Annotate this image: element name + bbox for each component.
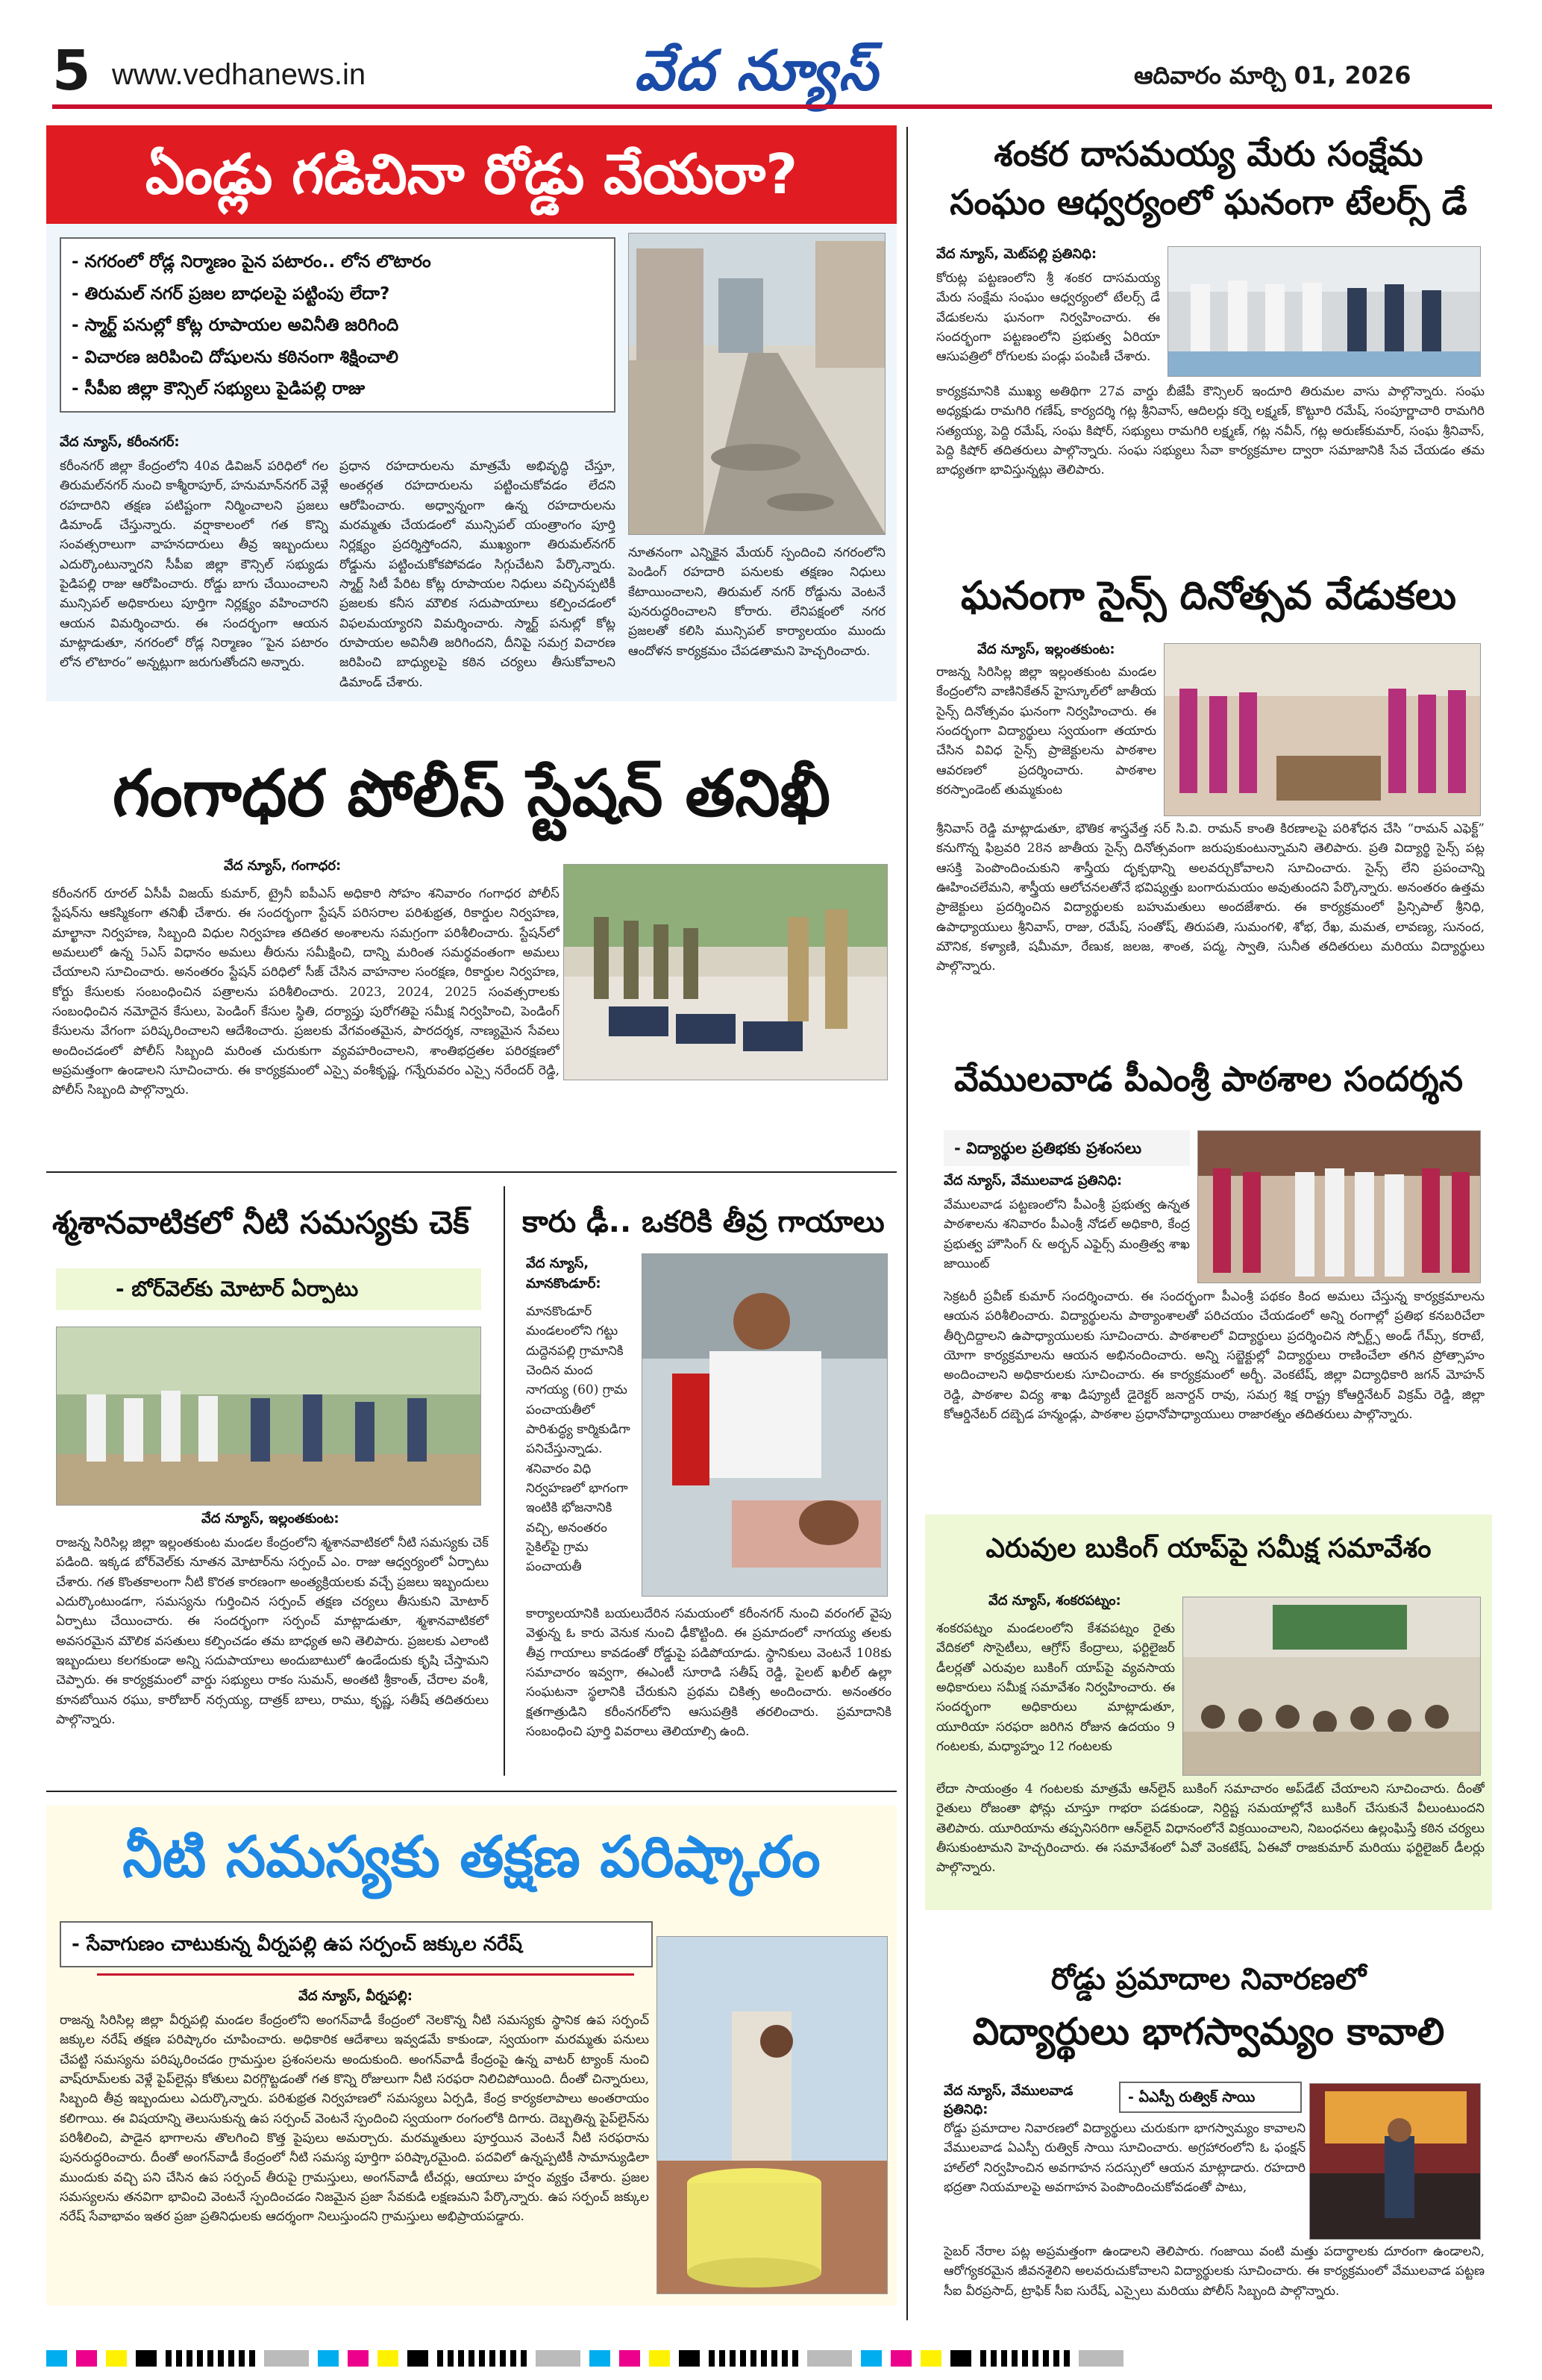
science-dateline: వేద న్యూస్, ఇల్లంతకుంట: — [977, 642, 1115, 657]
fertilizer-body-narrow: శంకరపట్నం మండలంలోని కేశవపట్నం రైతు వేదికలో సొసైటీలు, ఆగ్రోస్ కేంద్రాలు, ఫర్టిలైజర్ డీలర్లతో ఎరువుల బుకింగ్ యాప్‌పై వ్యవసాయ అధికారులు సమీక్ష సమావేశం నిర్వహించారు. ఈ సందర్భంగా అధికారులు మాట్లాడుతూ, యూరియా సరఫరా జరిగిన రోజున ఉదయం 9 గంటలకు, మధ్యాహ్నం 12 గంటలకు — [936, 1621, 1175, 1755]
registration-swatch — [861, 2350, 882, 2367]
print-registration-bar — [46, 2350, 1497, 2367]
registration-swatch — [950, 2350, 971, 2367]
pmshri-image — [1198, 1131, 1481, 1283]
lead-body-col1: కరీంనగర్ జిల్లా కేంద్రంలోని 40వ డివిజన్ పరిధిలో గల తిరుమల్‌నగర్ నుంచి కాశ్మీరాపూర్, హనుమాన్‌నగర్ వెళ్లే రహదారిని తక్షణ పటిష్టంగా నిర్మించాలని ప్రజలు డిమాండ్ చేస్తున్నారు. వర్షాకాలంలో గత కొన్ని సంవత్సరాలుగా వాహనదారులు తీవ్ర ఇబ్బందులు ఎదుర్కొంటున్నారని సీపీఐ జిల్లా కౌన్సిల్ సభ్యుడు పైడిపల్లి రాజు ఆరోపించారు. రోడ్డు బాగు చేయించాలని మున్సిపల్ అధికారులు పూర్తిగా నిర్లక్ష్యం వహించారని ఆయన విమర్శించారు. ఈ సందర్భంగా ఆయన మాట్లాడుతూ, నగరంలో రోడ్ల నిర్మాణం “పైన పటారం లోన లొటారం” అన్నట్లుగా జరుగుతోందని అన్నారు. — [60, 459, 328, 671]
police-dateline: వేద న్యూస్, గంగాధర: — [224, 858, 342, 874]
section-divider — [46, 1171, 897, 1173]
cemetery-image — [57, 1327, 481, 1506]
road-photo-image — [629, 234, 886, 535]
column-divider — [906, 127, 908, 2320]
police-body: కరీంనగర్ రూరల్ ఏసీపీ విజయ్ కుమార్, ట్రైనీ ఐపీఎస్ అధికారి సోహం శనివారం గంగాధర పోలీస్ స్టేషన్‌ను ఆకస్మికంగా తనిఖీ చేశారు. ఈ సందర్భంగా స్టేషన్ పరిసరాల పరిశుభ్రత, రికార్డుల నిర్వహణ, మాల్ఖానా నిర్వహణ, సిబ్బంది విధుల నిర్వహణ తదితర అంశాలను సమగ్రంగా పరిశీలించారు. స్టేషన్‌లో అమలులో ఉన్న 5ఎస్ విధానం అమలు తీరును సమీక్షించి, దాన్ని మరింత సమర్థవంతంగా అమలు చేయాలని సూచించారు. అనంతరం స్టేషన్ పరిధిలో సీజ్ చేసిన వాహనాల సంరక్షణ, రికార్డుల నిర్వహణ, కోర్టు కేసులకు సంబంధించిన పత్రాలను పరిశీలించారు. 2023, 2024, 2025 సంవత్సరాలకు సంబంధించిన నమోదైన కేసులు, పెండింగ్ కేసుల స్థితి, దర్యాప్తు పురోగతిపై సమీక్ష నిర్వహించి, పెండింగ్ కేసులను వేగంగా పరిష్కరించాలని ఆదేశించారు. ప్రజలకు వేగవంతమైన, పారదర్శక, నాణ్యమైన సేవలు అందించడంలో పోలీస్ సిబ్బంది మరింత చురుకుగా వ్యవహరించాలని, శాంతిభద్రతల పరిరక్షణలో అప్రమత్తంగా ఉండాలని సూచించారు. ఈ కార్యక్రమంలో ఎస్సై వంశీకృష్ణ, గన్నేరువరం ఎస్సై నరేందర్ రెడ్డి, పోలీస్ సిబ్బంది పాల్గొన్నారు. — [52, 886, 560, 1098]
pmshri-photo — [1197, 1130, 1481, 1283]
lead-headline-banner — [46, 125, 897, 224]
pmshri-subhead: - విద్యార్థుల ప్రతిభకు ప్రశంసలు — [954, 1139, 1142, 1157]
students-subhead-strip — [1119, 2082, 1302, 2113]
cemetery-subhead: - బోర్‌వెల్‌కు మోటార్ ఏర్పాటు — [116, 1277, 359, 1301]
lead-bullet: - నగరంలో రోడ్ల నిర్మాణం పైన పటారం.. లోన లొటారం — [72, 252, 431, 272]
water-body: రాజన్న సిరిసిల్ల జిల్లా వీర్నపల్లి మండల కేంద్రంలోని అంగన్‌వాడీ కేంద్రంలో నెలకొన్న నీటి సమస్యకు స్థానిక ఉప సర్పంచ్ జక్కుల నరేష్ తక్షణ పరిష్కారం చూపించారు. అధికారిక ఆదేశాలు ఇవ్వడమే కాకుండా, స్వయంగా మరమ్మతు పనులు చేపట్టి సమస్యను పరిష్కరించడం గ్రామస్తుల ప్రశంసలను అందుకుంది. అంగన్‌వాడీ కేంద్రంపై ఉన్న వాటర్ ట్యాంక్ నుంచి వాష్‌రూమ్‌లకు వెళ్లే పైప్‌లైన్లు కోతులు విరగ్గొట్టడంతో గత కొన్ని రోజులుగా నీటి సరఫరా నిలిచిపోయింది. దీంతో చిన్నారులు, సిబ్బంది తీవ్ర ఇబ్బందులు ఎదుర్కొన్నారు. పరిశుభ్రత నిర్వహణలో సమస్యలు ఏర్పడి, కేంద్ర కార్యకలాపాలు అంతరాయం కలిగాయి. ఈ విషయాన్ని తెలుసుకున్న ఉప సర్పంచ్ వెంటనే స్పందించి స్వయంగా రంగంలోకి దిగారు. దెబ్బతిన్న పైప్‌లైన్‌ను పరిశీలించి, పాడైన భాగాలను తొలగించి కొత్త పైపులు అమర్చారు. మరమ్మతులు పూర్తయిన వెంటనే నీటి సరఫరాను పునరుద్ధరించారు. దీంతో అంగన్‌వాడీ కేంద్రంలో నీటి సమస్య పూర్తిగా పరిష్కారమైంది. పదవిలో ఉన్నప్పటికీ సామాన్యుడిలా ముందుకు వచ్చి పని చేసిన ఉప సర్పంచ్ తీరుపై గ్రామస్తులు, అంగన్‌వాడీ టీచర్లు, ఆయాలు హర్షం వ్యక్తం చేశారు. ప్రజల సమస్యలను తనవిగా భావించి వెంటనే స్పందించడం నిజమైన ప్రజా సేవకుడి లక్షణమని పేర్కొన్నారు. ఉప సర్పంచ్ జక్కుల నరేష్ సేవాభావం ఇతర ప్రజా ప్రతినిధులకు ఆదర్శంగా నిలుస్తుందని గ్రామస్తులు అభిప్రాయపడ్డారు. — [60, 2013, 649, 2225]
police-headline: గంగాధర పోలీస్ స్టేషన్ తనిఖీ — [112, 757, 831, 831]
students-headline-line1: రోడ్డు ప్రమాదాల నివారణలో — [1050, 1962, 1367, 1997]
fertilizer-photo — [1182, 1597, 1481, 1776]
registration-swatch — [318, 2350, 339, 2367]
fertilizer-image — [1183, 1597, 1481, 1776]
registration-swatch — [807, 2350, 852, 2367]
accident-photo — [642, 1253, 888, 1597]
lead-bullet-box — [60, 237, 615, 413]
lead-bullet: - సీపీఐ జిల్లా కౌన్సిల్ సభ్యులు పైడిపల్లి రాజు — [72, 379, 366, 399]
section-divider — [46, 1791, 897, 1792]
cemetery-body: రాజన్న సిరిసిల్ల జిల్లా ఇల్లంతకుంట మండల కేంద్రంలోని శ్మశానవాటికలో నీటి సమస్యకు చెక్ పడింది. ఇక్కడ బోర్‌వెల్‌కు నూతన మోటార్‌ను సర్పంచ్ ఎం. రాజు ఆధ్వర్యంలో ఏర్పాటు చేశారు. గత కొంతకాలంగా నీటి కొరత కారణంగా అంత్యక్రియలకు వచ్చే ప్రజలు ఇబ్బందులు ఎదుర్కొంటుండగా, సమస్యను గుర్తించిన సర్పంచ్ తక్షణ చర్యలు తీసుకుని మోటార్ ఏర్పాటు చేయించారు. ఈ సందర్భంగా సర్పంచ్ మాట్లాడుతూ, శ్మశానవాటికలో అవసరమైన మౌలిక వసతులు కల్పించడం తమ బాధ్యత అని తెలిపారు. ప్రజలకు ఎలాంటి ఇబ్బందులు కలగకుండా అన్ని సదుపాయాలు అందుబాటులో ఉండేందుకు కృషి చేస్తామని చెప్పారు. ఈ కార్యక్రమంలో వార్డు సభ్యులు రాకం సుమన్, అంతటి శ్రీకాంత్, చేరాల వంశీ, కూనబోయిన రఘు, కారోబార్ నర్సయ్య, దాత్రక్ బాలు, రాము, కృష్ణ, సతీష్ తదితరులు పాల్గొన్నారు. — [56, 1535, 489, 1728]
registration-swatch — [980, 2350, 1070, 2367]
water-subhead-box — [60, 1921, 653, 1967]
water-subhead: - సేవాగుణం చాటుకున్న వీర్నపల్లి ఉప సర్పంచ్ జక్కుల నరేష్ — [72, 1933, 522, 1955]
road-photo — [628, 233, 886, 535]
registration-swatch — [264, 2350, 309, 2367]
lead-body-col2: ప్రధాన రహదారులను మాత్రమే అభివృద్ధి చేస్తూ, అంతర్గత రహదారులను పట్టించుకోవడం లేదని ఆరోపించారు. అధ్వాన్నంగా ఉన్న రహదారులను మరమ్మతు చేయడంలో మున్సిపల్ యంత్రాంగం పూర్తి నిర్లక్ష్యం ప్రదర్శిస్తోందని, ముఖ్యంగా తిరుమల్‌నగర్ రోడ్డును పట్టించుకోకపోవడం సిగ్గుచేటని పేర్కొన్నారు. స్మార్ట్ సిటీ పేరిట కోట్ల రూపాయల నిధులు వచ్చినప్పటికీ ప్రజలకు కనీస మౌలిక సదుపాయాలు కల్పించడంలో విఫలమయ్యారని విమర్శించారు. స్మార్ట్ పనుల్లో కోట్ల రూపాయల అవినీతి జరిగిందని, దీనిపై సమగ్ర విచారణ జరిపించి బాధ్యులపై కఠిన చర్యలు తీసుకోవాలని డిమాండ్ చేశారు. — [339, 459, 615, 690]
lead-bullet: - తిరుమల్ నగర్ ప్రజల బాధలపై పట్టింపు లేదా? — [72, 284, 390, 304]
lead-body-col3: నూతనంగా ఎన్నికైన మేయర్ స్పందించి నగరంలోని పెండింగ్ రహదారి పనులకు తక్షణం నిధులు కేటాయించాలని, తిరుమల్ నగర్ రోడ్డును వెంటనే పునరుద్ధరించాలని కోరారు. లేనిపక్షంలో నగర ప్రజలతో కలిసి మున్సిపల్ కార్యాలయం ముందు ఆందోళన కార్యక్రమం చేపడతామని హెచ్చరించారు. — [628, 545, 886, 659]
registration-swatch — [407, 2350, 428, 2367]
registration-swatch — [709, 2350, 798, 2367]
tailors-body-wide: కార్యక్రమానికి ముఖ్య అతిథిగా 27వ వార్డు బీజేపీ కౌన్సిలర్ ఇందూరి తిరుమల వాసు పాల్గొన్నారు. సంఘ అధ్యక్షుడు రామగిరి గణేష్, కార్యదర్శి గట్ల శ్రీనివాస్, ఆదిలర్లు కర్నె లక్ష్మణ్, కొట్టూరి రమేష్, సంపూర్ణాచారి రామగిరి సత్యయ్య, పెద్ది రమేష్, సంఘ కిషోర్, సభ్యులు రామగిరి లక్ష్మణ్, గట్ల నవీన్, గట్ల అరుణ్‌కుమార్, సంఘ శ్రీనివాస్, పెద్ది కిషోర్ తదితరులు పాల్గొన్నారు. సంఘ సభ్యులు సేవా కార్యక్రమాల ద్వారా సమాజానికి సేవ చేయడం తమ బాధ్యతగా భావిస్తున్నట్లు తెలిపారు. — [936, 384, 1485, 478]
students-image — [1310, 2084, 1481, 2240]
water-image — [657, 1937, 888, 2294]
lead-bullet: - స్మార్ట్ పనుల్లో కోట్ల రూపాయల అవినీతి జరిగింది — [72, 316, 399, 336]
masthead-rule — [52, 104, 1492, 109]
students-subhead: - ఏఎస్పీ రుత్విక్ సాయి — [1128, 2089, 1256, 2105]
registration-swatch — [377, 2350, 398, 2367]
registration-swatch — [891, 2350, 912, 2367]
issue-date: ఆదివారం మార్చి 01, 2026 — [1134, 61, 1411, 90]
cemetery-headline: శ్మశానవాటికలో నీటి సమస్యకు చెక్ — [52, 1204, 470, 1241]
registration-swatch — [679, 2350, 700, 2367]
students-body-wide: సైబర్ నేరాల పట్ల అప్రమత్తంగా ఉండాలని తెలిపారు. గంజాయి వంటి మత్తు పదార్థాలకు దూరంగా ఉండాలని, ఆరోగ్యకరమైన జీవనశైలిని అలవరుచుకోవాలని విద్యార్థులకు సూచించారు. ఈ కార్యక్రమంలో వేములవాడ పట్టణ సీఐ వీరప్రసాద్, ట్రాఫిక్ సీఐ సురేష్, ఎస్సైలు మరియు పోలీస్ సిబ్బంది పాల్గొన్నారు. — [944, 2244, 1485, 2299]
registration-swatch — [1079, 2350, 1123, 2367]
fertilizer-headline: ఎరువుల బుకింగ్ యాప్‌పై సమీక్ష సమావేశం — [985, 1533, 1432, 1564]
registration-swatch — [46, 2350, 67, 2367]
science-image — [1165, 644, 1481, 816]
website-url[interactable]: www.vedhanews.in — [112, 58, 366, 91]
registration-swatch — [106, 2350, 127, 2367]
tailors-body-narrow: కోరుట్ల పట్టణంలోని శ్రీ శంకర దాసమయ్య మేరు సంక్షేమ సంఘం ఆధ్వర్యంలో టేలర్స్ డే వేడుకలను ఘనంగా నిర్వహించారు. ఈ సందర్భంగా పట్టణంలోని ప్రభుత్వ ఏరియా ఆసుపత్రిలో రోగులకు పండ్లు పంపిణీ చేశారు. — [936, 271, 1160, 365]
lead-bullet: - విచారణ జరిపించి దోషులను కఠినంగా శిక్షించాలి — [72, 347, 398, 367]
tailors-image — [1168, 247, 1481, 377]
fertilizer-body-wide: లేదా సాయంత్రం 4 గంటలకు మాత్రమే ఆన్‌లైన్ బుకింగ్ సమాచారం అప్‌డేట్ చేయాలని సూచించారు. దీంతో రైతులు రోజంతా ఫోన్లు చూస్తూ గాభరా పడకుండా, నిర్దిష్ట సమయాల్లోనే బుకింగ్ చేసుకునే వీలుంటుందని తెలిపారు. యూరియాను తప్పనిసరిగా ఆన్‌లైన్ విధానంలోనే విక్రయించాలని, నిబంధనలు ఉల్లంఘిస్తే కఠిన చర్యలు తీసుకుంటామని హెచ్చరించారు. ఈ సమావేశంలో ఏవో వెంకటేష్, ఏఈవో రాజకుమార్ మరియు ఫర్టిలైజర్ డీలర్లు పాల్గొన్నారు. — [936, 1782, 1485, 1876]
registration-swatch — [166, 2350, 255, 2367]
page-number: 5 — [52, 39, 91, 103]
cemetery-dateline: వేద న్యూస్, ఇల్లంతకుంట: — [201, 1511, 339, 1526]
water-subhead-underline — [97, 1973, 634, 1976]
tailors-dateline: వేద న్యూస్, మెట్‌పల్లి ప్రతినిధి: — [936, 246, 1097, 262]
cemetery-photo — [56, 1327, 481, 1506]
tailors-headline-line1: శంకర దాసమయ్య మేరు సంక్షేమ — [994, 134, 1423, 174]
accident-dateline: వేద న్యూస్, మానకొండూర్: — [526, 1256, 601, 1291]
pmshri-dateline: వేద న్యూస్, వేములవాడ ప్రతినిధి: — [944, 1173, 1123, 1189]
newspaper-title: వేద న్యూస్ — [634, 39, 879, 103]
registration-swatch — [921, 2350, 941, 2367]
accident-body-wide: కార్యాలయానికి బయలుదేరిన సమయంలో కరీంనగర్ నుంచి వరంగల్ వైపు వెళ్తున్న ఓ కారు వెనుక నుంచి ఢీకొట్టింది. ఈ ప్రమాదంలో నాగయ్య తలకు తీవ్ర గాయాలు కావడంతో రోడ్డుపై పడిపోయాడు. స్థానికులు వెంటనే 108కు సమాచారం ఇవ్వగా, ఈఎంటీ సూరాడి సతీష్ రెడ్డి, పైలట్ ఖలీల్ ఉల్లా సంఘటనా స్థలానికి చేరుకుని ప్రథమ చికిత్స అందించారు. అనంతరం క్షతగాత్రుడిని కరీంనగర్‌లోని ఆసుపత్రికి తరలించారు. ప్రమాదానికి సంబంధించి పూర్తి వివరాలు తెలియాల్సి ఉంది. — [526, 1606, 891, 1740]
water-headline: నీటి సమస్యకు తక్షణ పరిష్కారం — [122, 1823, 821, 1890]
registration-swatch — [649, 2350, 670, 2367]
police-inspection-image — [564, 865, 888, 1080]
accident-image — [642, 1254, 888, 1597]
registration-swatch — [348, 2350, 369, 2367]
water-photo — [656, 1936, 888, 2294]
pmshri-headline: వేములవాడ పీఎంశ్రీ పాఠశాల సందర్శన — [953, 1059, 1464, 1099]
police-inspection-photo — [563, 864, 888, 1080]
pmshri-body-wide: సెక్రటరీ ప్రవీణ్ కుమార్ సందర్శించారు. ఈ సందర్భంగా పీఎంశ్రీ పథకం కింద అమలు చేస్తున్న కార్యక్రమాలను ఆయన పరిశీలించారు. విద్యార్థులను పాఠ్యాంశాలతో పరిచయం చేయడంలో అన్ని రంగాల్లో ప్రతిభ కనబరిచేలా తీర్చిదిద్దాలని ఉపాధ్యాయులకు సూచించారు. పాఠశాలలో విద్యార్థులు ప్రదర్శించిన స్పోర్ట్స్ అండ్ గేమ్స్, కరాటే, యోగా కార్యక్రమాలను ఆయన అభినందించారు. అన్ని సబ్జెక్టుల్లో విద్యార్థులు రాణించేలా తగిన ప్రోత్సాహం అందించాలని అధికారులకు సూచించారు. ఈ కార్యక్రమంలో అర్బీ. వెంకటేష్, జిల్లా విద్యాధికారి జగన్ మోహన్ రెడ్డి, పాఠశాల విద్య శాఖ డిప్యూటీ డైరెక్టర్ జనార్దన్ రావు, సమగ్ర శిక్ష రాష్ట్ర కోఆర్డినేటర్ విక్రమ్ రెడ్డి, జిల్లా కోఆర్డినేటర్ దబ్బెడ హన్మండ్లు, పాఠశాల ప్రధానోపాధ్యాయులు రాజారత్నం తదితరులు పాల్గొన్నారు. — [944, 1289, 1485, 1423]
science-body-narrow: రాజన్న సిరిసిల్ల జిల్లా ఇల్లంతకుంట మండల కేంద్రంలోని వాణినికేతన్ హైస్కూల్‌లో జాతీయ సైన్స్ దినోత్సవం ఘనంగా నిర్వహించారు. ఈ సందర్భంగా విద్యార్థులు స్వయంగా తయారు చేసిన వివిధ సైన్స్ ప్రాజెక్టులను పాఠశాల ఆవరణలో ప్రదర్శించారు. పాఠశాల కరస్పాండెంట్ తుమ్మకుంట — [936, 665, 1156, 798]
students-dateline: వేద న్యూస్, వేములవాడ ప్రతినిధి: — [944, 2083, 1074, 2118]
tailors-headline-line2: సంఘం ఆధ్వర్యంలో ఘనంగా టేలర్స్ డే — [950, 182, 1467, 222]
lead-dateline: వేద న్యూస్, కరీంనగర్: — [60, 434, 180, 450]
fertilizer-dateline: వేద న్యూస్, శంకరపట్నం: — [988, 1593, 1121, 1609]
pmshri-body-narrow: వేములవాడ పట్టణంలోని పీఎంశ్రీ ప్రభుత్వ ఉన్నత పాఠశాలను శనివారం పీఎంశ్రీ నోడల్ అధికారి, కేంద్ర ప్రభుత్వ హౌసింగ్ & అర్బన్ ఎఫైర్స్ మంత్రిత్వ శాఖ జాయింట్ — [944, 1197, 1190, 1272]
accident-body-narrow: మానకొండూర్ మండలంలోని గట్టు దుద్దెనపల్లి గ్రామానికి చెందిన మంద నాగయ్య (60) గ్రామ పంచాయతీలో పారిశుద్ధ్య కార్మికుడిగా పనిచేస్తున్నాడు. శనివారం విధి నిర్వహణలో భాగంగా ఇంటికి భోజనానికి వచ్చి, అనంతరం సైకిల్‌పై గ్రామ పంచాయతీ — [526, 1304, 630, 1575]
water-dateline: వేద న్యూస్, వీర్నపల్లి: — [298, 1988, 413, 2004]
column-divider-inner — [504, 1186, 505, 1776]
science-photo — [1164, 643, 1481, 816]
science-headline: ఘనంగా సైన్స్ దినోత్సవ వేడుకలు — [961, 574, 1456, 619]
registration-swatch — [437, 2350, 527, 2367]
registration-swatch — [76, 2350, 97, 2367]
pmshri-subhead-strip — [944, 1130, 1190, 1166]
students-body-narrow: రోడ్డు ప్రమాదాల నివారణలో విద్యార్థులు చురుకుగా భాగస్వామ్యం కావాలని వేములవాడ ఏఎస్పీ రుత్విక్ సాయి సూచించారు. అగ్రహారంలోని ఓ ఫంక్షన్ హాల్‌లో నిర్వహించిన అవగాహన సదస్సులో ఆయన మాట్లాడారు. రహదారి భద్రతా నియమాలపై అవగాహన పెంపొందించుకోవడంతో పాటు, — [944, 2121, 1306, 2196]
science-body-wide: శ్రీనివాస్ రెడ్డి మాట్లాడుతూ, భౌతిక శాస్త్రవేత్త సర్ సి.వి. రామన్ కాంతి కిరణాలపై పరిశోధన చేసి “రామన్ ఎఫెక్ట్” కనుగొన్న ఫిబ్రవరి 28న జాతీయ సైన్స్ దినోత్సవంగా జరుపుకుంటున్నామని తెలిపారు. ప్రతి విద్యార్థి సైన్స్ పట్ల ఆసక్తి పెంపొందించుకుని శాస్త్రీయ దృక్పథాన్ని అలవర్చుకోవాలని సూచించారు. సైన్స్ లేని ప్రపంచాన్ని ఊహించలేమని, శాస్త్రీయ ఆలోచనలతోనే భవిష్యత్తు బంగారుమయం అవుతుందని పేర్కొన్నారు. అనంతరం ఉత్తమ ప్రాజెక్టులు ప్రదర్శించిన విద్యార్థులకు బహుమతులు అందజేశారు. ఈ కార్యక్రమంలో ప్రిన్సిపాల్ శ్రీనిధి, ఉపాధ్యాయులు శ్రీనివాస్, రాజు, రమేష్, సంతోష్, తిరుపతి, సుమంగళి, శోభ, రేఖ, మమత, లావణ్య, సునంద, మౌనిక, కళ్యాణి, షమీమా, రేణుక, జలజ, శాంత, పద్మ, స్వాతి, సునీత తదితరులు మరియు విద్యార్థులు పాల్గొన్నారు. — [936, 821, 1485, 974]
registration-swatch — [589, 2350, 610, 2367]
registration-swatch — [619, 2350, 640, 2367]
tailors-photo — [1168, 246, 1481, 377]
accident-headline: కారు ఢీ.. ఒకరికి తీవ్ర గాయాలు — [522, 1205, 885, 1239]
lead-headline: ఏండ్లు గడిచినా రోడ్డు వేయరా? — [145, 143, 798, 207]
registration-swatch — [136, 2350, 157, 2367]
registration-swatch — [536, 2350, 580, 2367]
cemetery-subhead-strip — [56, 1268, 481, 1310]
students-photo — [1309, 2083, 1481, 2240]
students-headline-line2: విద్యార్థులు భాగస్వామ్యం కావాలి — [972, 2010, 1445, 2053]
